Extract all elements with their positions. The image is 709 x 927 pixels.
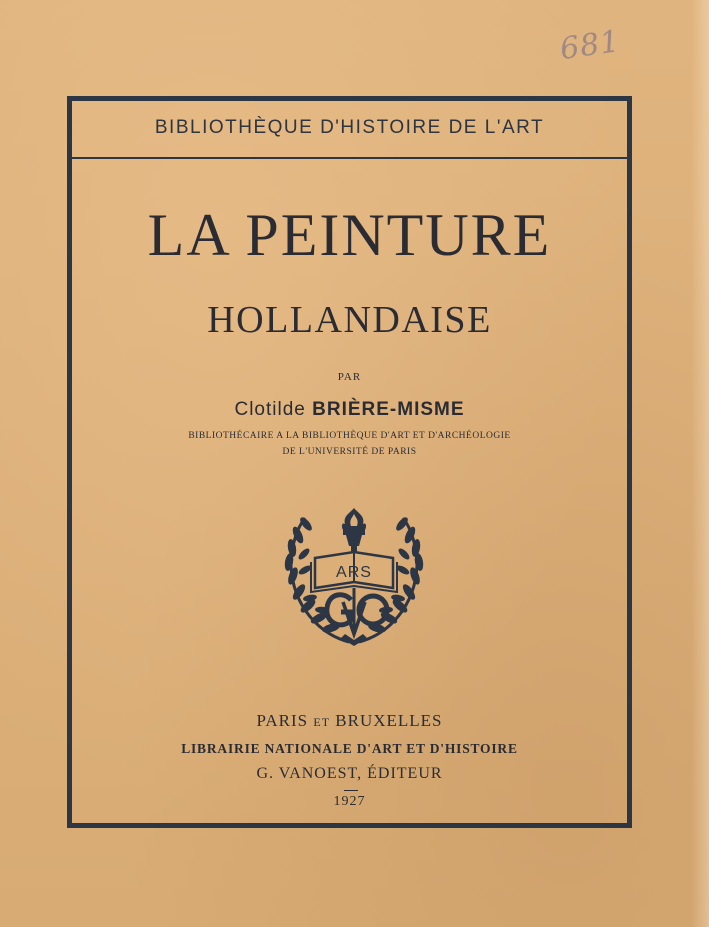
publisher-emblem	[279, 506, 429, 648]
imprint-divider	[344, 790, 358, 791]
author-affiliation-line-2: DE L'UNIVERSITÉ DE PARIS	[282, 447, 417, 457]
book-ars-text: ARS	[336, 564, 372, 581]
paper-edge-wear	[691, 0, 709, 927]
imprint-place	[72, 711, 627, 731]
imprint-conjunction: ET	[313, 715, 331, 729]
imprint-city-1: PARIS	[256, 711, 309, 730]
open-book-icon	[311, 552, 397, 592]
author-name	[72, 399, 627, 421]
handwritten-shelfmark: 681	[557, 23, 623, 68]
cover-frame	[67, 96, 632, 828]
imprint-editor: G. VANOEST, ÉDITEUR	[256, 765, 443, 782]
author-last-name: BRIÈRE-MISME	[312, 399, 465, 420]
series-band	[72, 101, 627, 159]
author-first-name: Clotilde	[234, 399, 306, 420]
torch-icon	[342, 508, 366, 558]
by-label: PAR	[337, 371, 362, 383]
author-affiliation-line-1: BIBLIOTHÉCAIRE A LA BIBLIOTHÈQUE D'ART ET D'ARCHÉOLOGIE	[188, 431, 511, 441]
series-title: BIBLIOTHÈQUE D'HISTOIRE DE L'ART	[154, 117, 545, 138]
book-subtitle: HOLLANDAISE	[207, 299, 492, 341]
book-title: LA PEINTURE	[147, 202, 552, 268]
imprint-city-2: BRUXELLES	[335, 711, 443, 730]
imprint-year: 1927	[333, 794, 366, 809]
imprint-publisher: LIBRAIRIE NATIONALE D'ART ET D'HISTOIRE	[181, 741, 518, 756]
